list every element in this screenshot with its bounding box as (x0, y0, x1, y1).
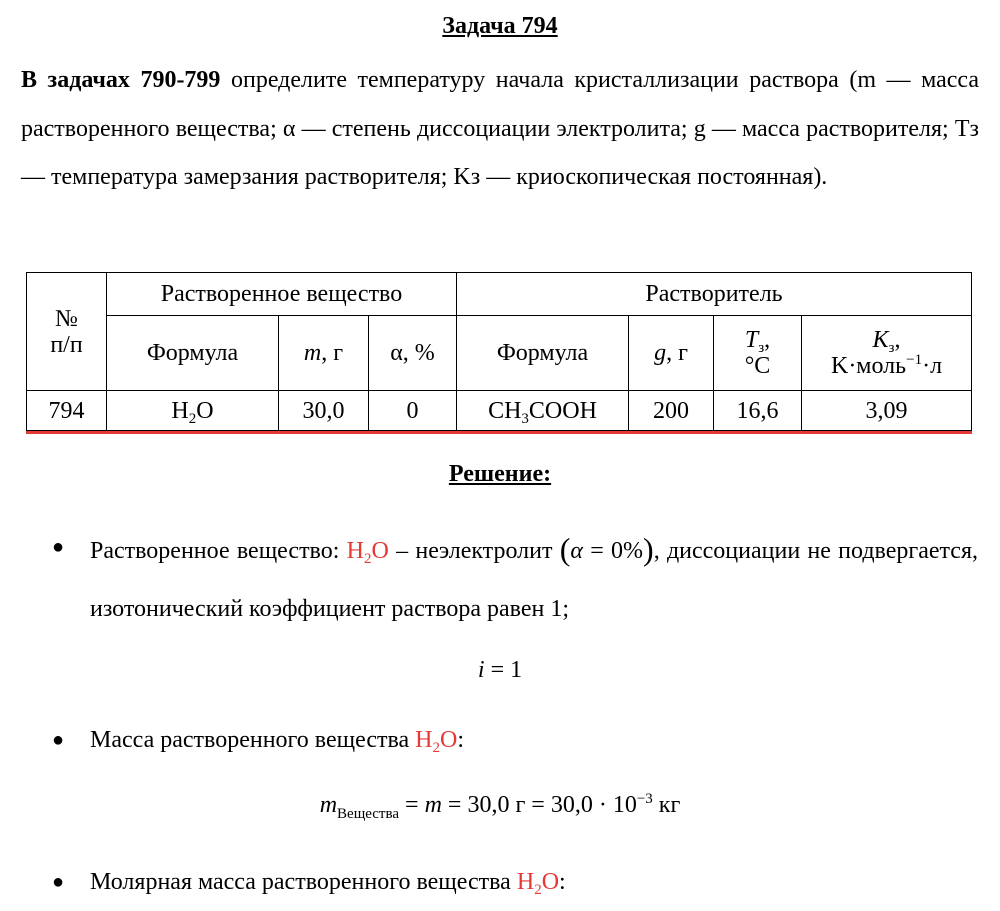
header-number: № п/п (27, 273, 107, 391)
solute-formula: $H_2O$ (346, 538, 389, 567)
header-solvent: Растворитель (457, 273, 972, 316)
bullet-text-solute: Растворенное вещество: $H_2O$ – неэлектролит (α = 0%), диссоциации не подвергается, изотонический коэффициент раствора равен 1; (90, 531, 979, 622)
cell-alpha: 0 (369, 391, 457, 431)
data-table (26, 272, 972, 431)
bullet-marker: ● (52, 729, 65, 751)
statement-text: определите температуру начала кристаллизации раствора (m — масса растворенного вещества; α — степень диссоциации электролита; g — масса растворителя; Tз — температура замерзания растворителя; Kз — криоскопическая постоянная). (21, 67, 979, 190)
header-solute: Растворенное вещество (107, 273, 457, 316)
table-bottom-rule (26, 431, 972, 434)
solute-formula: $H_2O$ (415, 727, 458, 756)
formula-isotonic: i = 1 (477, 657, 523, 683)
header-solute-formula: Формула (107, 316, 279, 391)
cell-solvent-mass: 200 (629, 391, 714, 431)
header-freezing-temp: $T_з$, °C (714, 316, 802, 391)
bullet-text-mass: Масса растворенного вещества $H_2O$: (90, 727, 465, 756)
table-row (27, 391, 972, 431)
formula-mass: $m_{Вещества} = m = 30,0$ $г = 30,0 \cdot 10^{-3}$ кг (319, 791, 681, 822)
bullet-text-molar-mass: Молярная масса растворенного вещества $H_2O$: (90, 869, 566, 898)
header-solvent-formula: Формула (457, 316, 629, 391)
statement-lead: В задачах 790-799 (21, 67, 221, 93)
solute-formula: $H_2O$ (516, 869, 560, 898)
cell-solvent-formula: $CH_3COOH$ (457, 391, 629, 431)
cell-solute-formula: $H_2O$ (107, 391, 279, 431)
problem-statement (21, 56, 979, 202)
header-cryoscopic-constant: $K_з$, K·моль$^{-1}$·л (802, 316, 972, 391)
header-alpha: α, % (369, 316, 457, 391)
cell-cryoscopic-constant: 3,09 (802, 391, 972, 431)
cell-freezing-temp: 16,6 (714, 391, 802, 431)
header-solvent-mass: g, г (629, 316, 714, 391)
solution-title: Решение: (448, 461, 552, 487)
header-mass: m, г (279, 316, 369, 391)
cell-number: 794 (27, 391, 107, 431)
cell-mass: 30,0 (279, 391, 369, 431)
problem-title: Задача 794 (442, 13, 558, 39)
bullet-marker: ● (52, 536, 65, 558)
bullet-marker: ● (52, 871, 65, 893)
